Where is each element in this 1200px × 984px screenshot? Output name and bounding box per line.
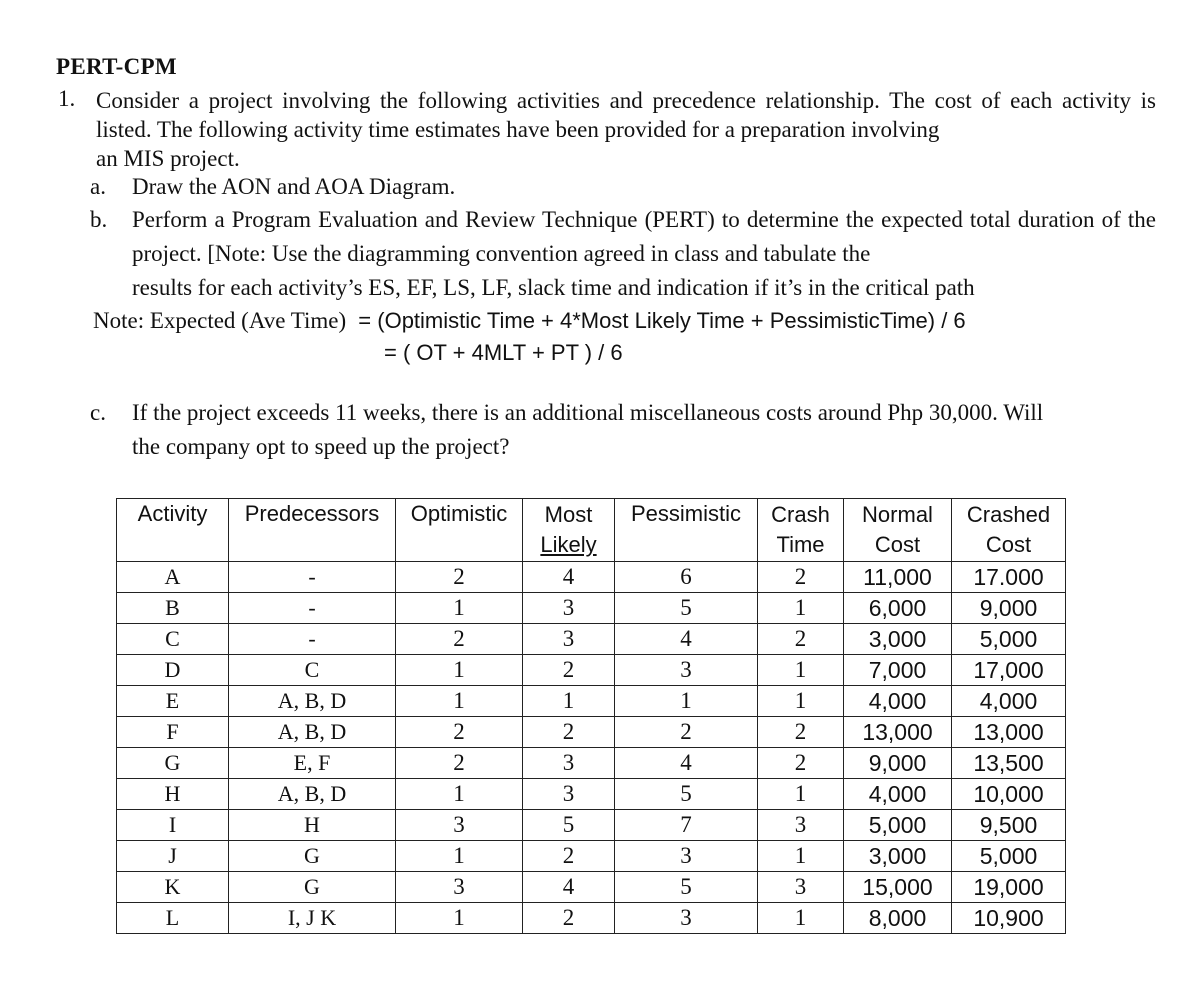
sub-question-c-text-last: the company opt to speed up the project? — [132, 434, 510, 459]
question-text-main: Consider a project involving the following activities and precedence relationship. The cost of each activity is listed. The following activity time estimates have been provided for a preparation involving — [96, 88, 1156, 142]
header-crashed-cost: Crashed Cost — [952, 499, 1066, 562]
cell-pessimistic: 3 — [615, 841, 758, 872]
header-activity: Activity — [117, 499, 229, 562]
sub-question-c-text-main: If the project exceeds 11 weeks, there is an additional miscellaneous costs around Php 30,000. Will — [132, 400, 1044, 425]
cell-crash-time: 1 — [758, 903, 844, 934]
cell-pessimistic: 5 — [615, 779, 758, 810]
sub-question-b — [90, 203, 1160, 305]
cell-crash-time: 1 — [758, 779, 844, 810]
cell-activity: B — [117, 593, 229, 624]
header-crash-time: Crash Time — [758, 499, 844, 562]
cell-crashed-cost: 13,500 — [952, 748, 1066, 779]
cell-crash-time: 3 — [758, 810, 844, 841]
cell-pessimistic: 7 — [615, 810, 758, 841]
table-row — [117, 562, 1066, 593]
cell-optimistic: 2 — [396, 717, 523, 748]
cell-most-likely: 3 — [523, 748, 615, 779]
header-most-likely: Most Likely — [523, 499, 615, 562]
cell-activity: A — [117, 562, 229, 593]
cell-pessimistic: 4 — [615, 748, 758, 779]
cell-crash-time: 1 — [758, 655, 844, 686]
header-normal-cost: Normal Cost — [844, 499, 952, 562]
cell-optimistic: 1 — [396, 779, 523, 810]
cell-crash-time: 1 — [758, 686, 844, 717]
sub-question-b-text-last: results for each activity’s ES, EF, LS, LF, slack time and indication if it’s in the critical path — [132, 275, 975, 300]
table-row — [117, 810, 1066, 841]
cell-predecessors: - — [229, 593, 396, 624]
note-label: Note: Expected (Ave Time) — [93, 308, 347, 333]
table-row — [117, 872, 1066, 903]
cell-optimistic: 1 — [396, 841, 523, 872]
cell-crash-time: 3 — [758, 872, 844, 903]
cell-normal-cost: 4,000 — [844, 779, 952, 810]
cell-crash-time: 2 — [758, 717, 844, 748]
sub-question-c-label: c. — [90, 400, 106, 425]
cell-optimistic: 2 — [396, 624, 523, 655]
cell-predecessors: - — [229, 624, 396, 655]
cell-most-likely: 2 — [523, 717, 615, 748]
cell-pessimistic: 3 — [615, 903, 758, 934]
question-text-last: an MIS project. — [96, 146, 240, 171]
cell-crashed-cost: 19,000 — [952, 872, 1066, 903]
cell-pessimistic: 2 — [615, 717, 758, 748]
cell-most-likely: 4 — [523, 872, 615, 903]
cell-optimistic: 1 — [396, 903, 523, 934]
cell-optimistic: 1 — [396, 655, 523, 686]
cell-pessimistic: 5 — [615, 872, 758, 903]
sub-question-c — [90, 396, 1160, 466]
cell-activity: C — [117, 624, 229, 655]
cell-crashed-cost: 9,500 — [952, 810, 1066, 841]
cell-crash-time: 1 — [758, 593, 844, 624]
table-body — [117, 562, 1066, 934]
cell-activity: E — [117, 686, 229, 717]
cell-activity: D — [117, 655, 229, 686]
cell-most-likely: 2 — [523, 841, 615, 872]
cell-optimistic: 2 — [396, 562, 523, 593]
cell-optimistic: 1 — [396, 686, 523, 717]
question-text — [96, 86, 1156, 173]
cell-normal-cost: 8,000 — [844, 903, 952, 934]
table-row — [117, 717, 1066, 748]
question-number: 1. — [58, 86, 76, 111]
cell-activity: I — [117, 810, 229, 841]
cell-crashed-cost: 4,000 — [952, 686, 1066, 717]
cell-pessimistic: 6 — [615, 562, 758, 593]
header-pessimistic: Pessimistic — [615, 499, 758, 562]
cell-crashed-cost: 5,000 — [952, 841, 1066, 872]
cell-crashed-cost: 17,000 — [952, 655, 1066, 686]
cell-predecessors: H — [229, 810, 396, 841]
table-row — [117, 748, 1066, 779]
cell-predecessors: A, B, D — [229, 717, 396, 748]
table-row — [117, 841, 1066, 872]
cell-predecessors: - — [229, 562, 396, 593]
sub-question-b-text-main: Perform a Program Evaluation and Review Technique (PERT) to determine the expected total duration of the project. [Note: Use the diagramming convention agreed in class and tabulate the — [132, 207, 1156, 266]
cell-activity: H — [117, 779, 229, 810]
header-predecessors: Predecessors — [229, 499, 396, 562]
cell-normal-cost: 5,000 — [844, 810, 952, 841]
cell-crashed-cost: 13,000 — [952, 717, 1066, 748]
cell-predecessors: I, J K — [229, 903, 396, 934]
cell-crashed-cost: 5,000 — [952, 624, 1066, 655]
cell-most-likely: 4 — [523, 562, 615, 593]
cell-normal-cost: 11,000 — [844, 562, 952, 593]
cell-pessimistic: 5 — [615, 593, 758, 624]
cell-crashed-cost: 9,000 — [952, 593, 1066, 624]
cell-most-likely: 5 — [523, 810, 615, 841]
cell-activity: F — [117, 717, 229, 748]
cell-crashed-cost: 10,900 — [952, 903, 1066, 934]
note-formula-2: = ( OT + 4MLT + PT ) / 6 — [384, 340, 623, 365]
sub-question-a-text: Draw the AON and AOA Diagram. — [132, 174, 456, 199]
cell-crashed-cost: 17.000 — [952, 562, 1066, 593]
table-row — [117, 903, 1066, 934]
cell-optimistic: 3 — [396, 810, 523, 841]
sub-question-b-text — [132, 203, 1156, 305]
cell-normal-cost: 6,000 — [844, 593, 952, 624]
cell-pessimistic: 4 — [615, 624, 758, 655]
note-formula-1: = (Optimistic Time + 4*Most Likely Time + PessimisticTime) / 6 — [358, 308, 966, 333]
cell-predecessors: G — [229, 841, 396, 872]
header-optimistic: Optimistic — [396, 499, 523, 562]
cell-normal-cost: 3,000 — [844, 841, 952, 872]
cell-predecessors: G — [229, 872, 396, 903]
cell-activity: K — [117, 872, 229, 903]
cell-predecessors: C — [229, 655, 396, 686]
cell-pessimistic: 3 — [615, 655, 758, 686]
table-row — [117, 686, 1066, 717]
cell-most-likely: 2 — [523, 655, 615, 686]
table-row — [117, 655, 1066, 686]
cell-normal-cost: 3,000 — [844, 624, 952, 655]
cell-normal-cost: 15,000 — [844, 872, 952, 903]
cell-optimistic: 3 — [396, 872, 523, 903]
cell-crashed-cost: 10,000 — [952, 779, 1066, 810]
cell-activity: G — [117, 748, 229, 779]
sub-question-b-label: b. — [90, 207, 108, 232]
cell-most-likely: 3 — [523, 593, 615, 624]
cell-optimistic: 2 — [396, 748, 523, 779]
cell-normal-cost: 13,000 — [844, 717, 952, 748]
activity-table — [116, 498, 1066, 934]
table-header-row — [117, 499, 1066, 562]
cell-predecessors: A, B, D — [229, 779, 396, 810]
cell-most-likely: 3 — [523, 624, 615, 655]
cell-optimistic: 1 — [396, 593, 523, 624]
table-row — [117, 624, 1066, 655]
cell-crash-time: 2 — [758, 748, 844, 779]
cell-activity: J — [117, 841, 229, 872]
cell-normal-cost: 7,000 — [844, 655, 952, 686]
cell-predecessors: E, F — [229, 748, 396, 779]
note-line-2 — [384, 338, 623, 368]
table-row — [117, 779, 1066, 810]
cell-normal-cost: 4,000 — [844, 686, 952, 717]
cell-crash-time: 2 — [758, 624, 844, 655]
sub-question-c-text — [132, 396, 1156, 464]
cell-most-likely: 3 — [523, 779, 615, 810]
cell-predecessors: A, B, D — [229, 686, 396, 717]
cell-crash-time: 1 — [758, 841, 844, 872]
note-line-1 — [93, 306, 966, 336]
cell-activity: L — [117, 903, 229, 934]
cell-most-likely: 2 — [523, 903, 615, 934]
cell-most-likely: 1 — [523, 686, 615, 717]
table-row — [117, 593, 1066, 624]
sub-question-a-label: a. — [90, 174, 106, 199]
cell-crash-time: 2 — [758, 562, 844, 593]
page-title: PERT-CPM — [56, 54, 177, 79]
cell-pessimistic: 1 — [615, 686, 758, 717]
cell-normal-cost: 9,000 — [844, 748, 952, 779]
